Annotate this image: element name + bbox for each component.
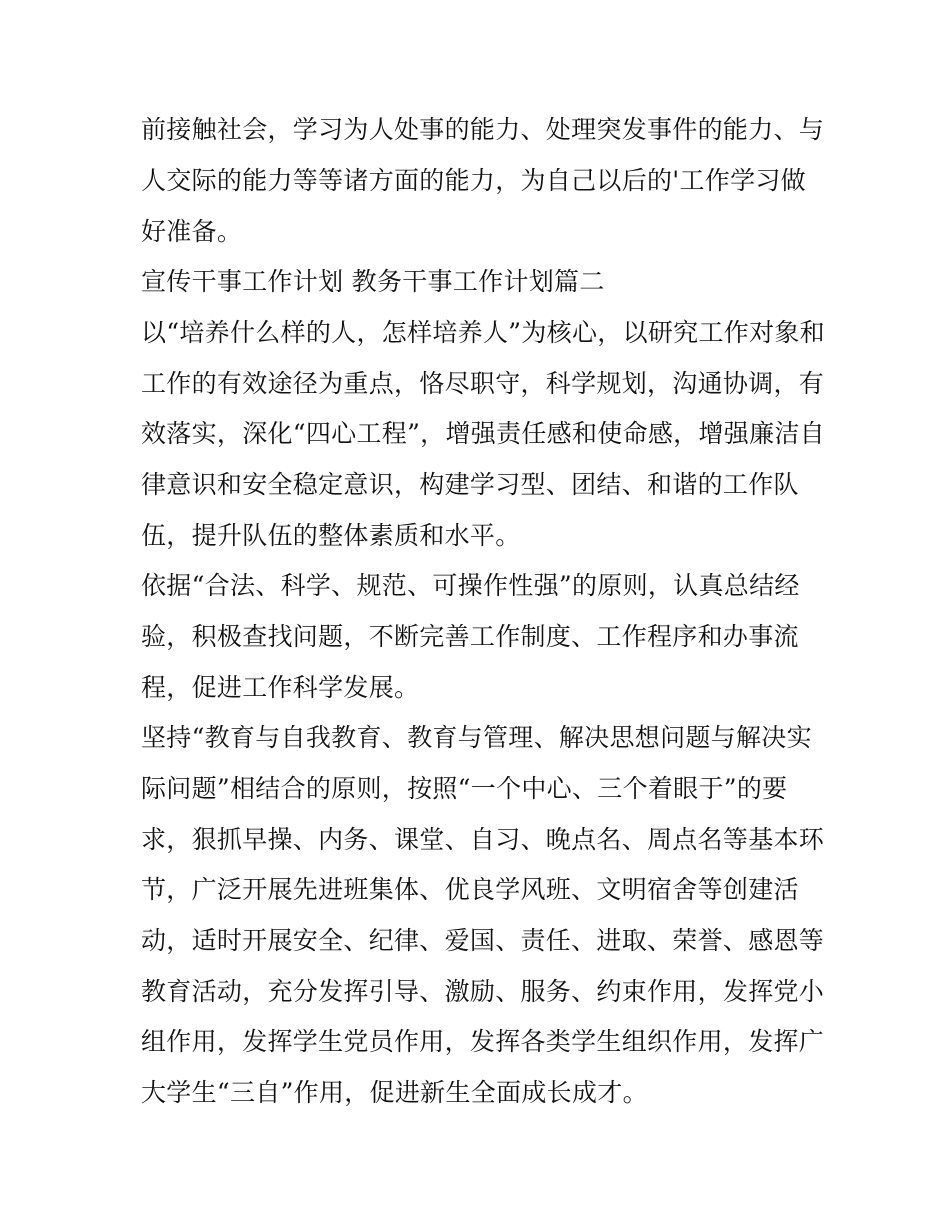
text-line: 节，广泛开展先进班集体、优良学风班、文明宿舍等创建活 <box>141 875 799 904</box>
text-line: 效落实，深化“四心工程”，增强责任感和使命感，增强廉洁自 <box>141 419 825 448</box>
text-line: 验，积极查找问题，不断完善工作制度、工作程序和办事流 <box>141 622 799 651</box>
text-line: 动，适时开展安全、纪律、爱国、责任、进取、荣誉、感恩等 <box>141 926 825 955</box>
text-line: 律意识和安全稳定意识，构建学习型、团结、和谐的工作队 <box>141 470 799 499</box>
text-line: 以“培养什么样的人，怎样培养人”为核心，以研究工作对象和 <box>141 318 825 347</box>
text-line: 程，促进工作科学发展。 <box>141 673 420 702</box>
text-line: 教育活动，充分发挥引导、激励、服务、约束作用，发挥党小 <box>141 977 825 1006</box>
text-line: 求，狠抓早操、内务、课堂、自习、晚点名、周点名等基本环 <box>141 825 825 854</box>
text-line: 依据“合法、科学、规范、可操作性强”的原则，认真总结经 <box>141 571 800 600</box>
text-line: 组作用，发挥学生党员作用，发挥各类学生组织作用，发挥广 <box>141 1027 825 1056</box>
text-line: 坚持“教育与自我教育、教育与管理、解决思想问题与解决实 <box>141 723 812 752</box>
text-line: 际问题”相结合的原则，按照“一个中心、三个着眼于”的要 <box>141 774 788 803</box>
text-line: 工作的有效途径为重点，恪尽职守，科学规划，沟通协调，有 <box>141 369 825 398</box>
text-line: 前接触社会，学习为人处事的能力、处理突发事件的能力、与 <box>141 115 825 144</box>
section-heading: 宣传干事工作计划 教务干事工作计划篇二 <box>141 267 605 296</box>
text-line: 人交际的能力等等诸方面的能力，为自己以后的'工作学习做 <box>141 166 806 195</box>
text-line: 伍，提升队伍的整体素质和水平。 <box>141 521 521 550</box>
text-line: 大学生“三自”作用，促进新生全面成长成才。 <box>141 1078 648 1107</box>
text-line: 好准备。 <box>141 217 243 246</box>
